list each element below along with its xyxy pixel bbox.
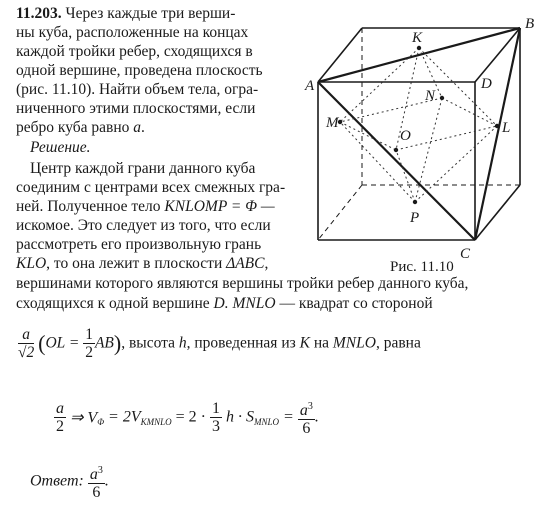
solution-text: — квадрат со стороной [275,295,433,312]
body-name: KNLOMP = Φ — [164,198,275,215]
octa-edge [340,122,396,150]
solution-heading: Решение. [30,139,91,156]
fraction-denominator: √2 [18,344,35,361]
eq-2v: = 2V [104,408,141,426]
problem-line-2: ны куба, расположенные на концах [16,24,249,41]
result-var: a [299,402,308,419]
label-k: K [412,30,423,46]
label-b: B [525,16,535,32]
problem-text: ребро куба равно [16,119,134,136]
plane-name: ΔABC [226,255,265,272]
solution-line-7: вершинами которого являются вершины тройки ребер данного куба, [16,275,469,292]
label-l: L [502,120,511,136]
label-c: C [460,246,471,262]
octa-edge [415,98,442,202]
implies-v: ⇒ V [66,409,98,427]
problem-line-1 [16,4,235,23]
fraction-numerator: 1 [85,326,93,343]
fraction-numerator: a [18,326,34,344]
period: . [314,408,319,426]
solution-line-2: соединим с центрами всех смежных гра- [16,179,286,196]
fraction-numerator: a [56,400,64,417]
fraction-numerator [88,462,105,484]
solution-text: сходящихся к одной вершине [16,295,214,312]
vertex-name: D. [213,295,229,312]
result-exponent: 3 [307,401,313,412]
fraction-a-2 [54,400,66,435]
solution-text: , то она лежит в плоскости [46,255,227,272]
fraction-third [210,400,222,435]
fraction-denominator: 6 [302,420,311,437]
fraction-a-root2 [18,326,34,361]
formula-text: на [309,334,333,352]
fraction-half [83,326,95,361]
fraction-numerator: 1 [212,400,220,417]
ol-expression: OL = [45,334,84,352]
triangle-edge-ac [318,82,475,240]
eq-2-times: = 2 · [171,408,210,426]
point-k [417,46,421,50]
solution-line-8 [16,294,433,313]
point-l [495,124,499,128]
formula-text: , равна [375,334,421,352]
answer-var: a [89,466,98,483]
formula-text: , проведенная из [186,334,300,352]
problem-line-4: одной вершине, проведена плоскость [16,62,263,79]
solution-line-4: искомое. Это следует из того, что если [16,217,271,234]
formula-2 [54,398,319,437]
label-m: M [326,115,339,131]
comma: , [264,255,269,272]
fraction-denominator: 3 [212,418,220,435]
fraction-denominator: 6 [92,484,101,501]
cube-edge [318,28,362,82]
label-a: A [305,78,315,94]
cube-figure [300,0,550,285]
height-var: h [178,334,187,352]
label-p: P [410,210,420,226]
answer [30,462,109,501]
point-o [394,148,398,152]
answer-label: Ответ: [30,472,84,490]
answer-exponent: 3 [97,465,103,476]
fraction-denominator: 2 [85,344,93,361]
answer-fraction [88,462,105,501]
octa-edge [442,98,497,126]
k-var: K [299,334,310,352]
equals: = [279,408,298,426]
formula-text: , высота [121,334,179,352]
square-name: MNLO [232,295,276,312]
figure-caption: Рис. 11.10 [390,259,454,275]
solution-text: ней. Полученное тело [16,198,165,215]
solution-line-5: рассмотреть его произвольную грань [16,236,262,253]
period: . [141,119,145,136]
v-subscript: Φ [97,417,105,428]
problem-line-3: каждой тройки ребер, сходящихся в [16,43,253,60]
solution-line-6 [16,254,268,273]
triangle-edge-bc [475,28,520,240]
face-name: KLO [16,255,47,272]
octa-edge [340,48,419,122]
h-times-s: h · S [222,408,254,426]
problem-line-5: (рис. 11.10). Найти объем тела, огра- [16,81,259,98]
solution-line-1: Центр каждой грани данного куба [30,160,256,177]
label-o: O [400,128,411,144]
s-subscript: MNLO [254,417,280,428]
label-n: N [425,88,436,104]
period: . [104,472,109,490]
point-p [413,200,417,204]
fraction-result [298,398,315,437]
mnlo-var: MNLO [332,334,376,352]
problem-text: Через каждые три верши- [65,5,236,22]
formula-1 [18,326,421,361]
label-d: D [481,76,492,92]
hidden-edge [318,185,362,240]
paren-open: ( [38,330,46,356]
ab-expression: AB [94,334,114,352]
solution-line-3 [16,197,275,216]
octa-edge [396,126,497,150]
fraction-numerator [298,398,315,420]
v2-subscript: KMNLO [140,417,172,428]
fraction-denominator: 2 [56,418,64,435]
problem-line-6: ниченного этими плоскостями, если [16,100,256,117]
point-n [440,96,444,100]
problem-line-7 [16,118,145,137]
paren-close: ) [113,330,122,356]
problem-number: 11.203. [16,5,62,22]
edge-variable: a [133,119,142,136]
